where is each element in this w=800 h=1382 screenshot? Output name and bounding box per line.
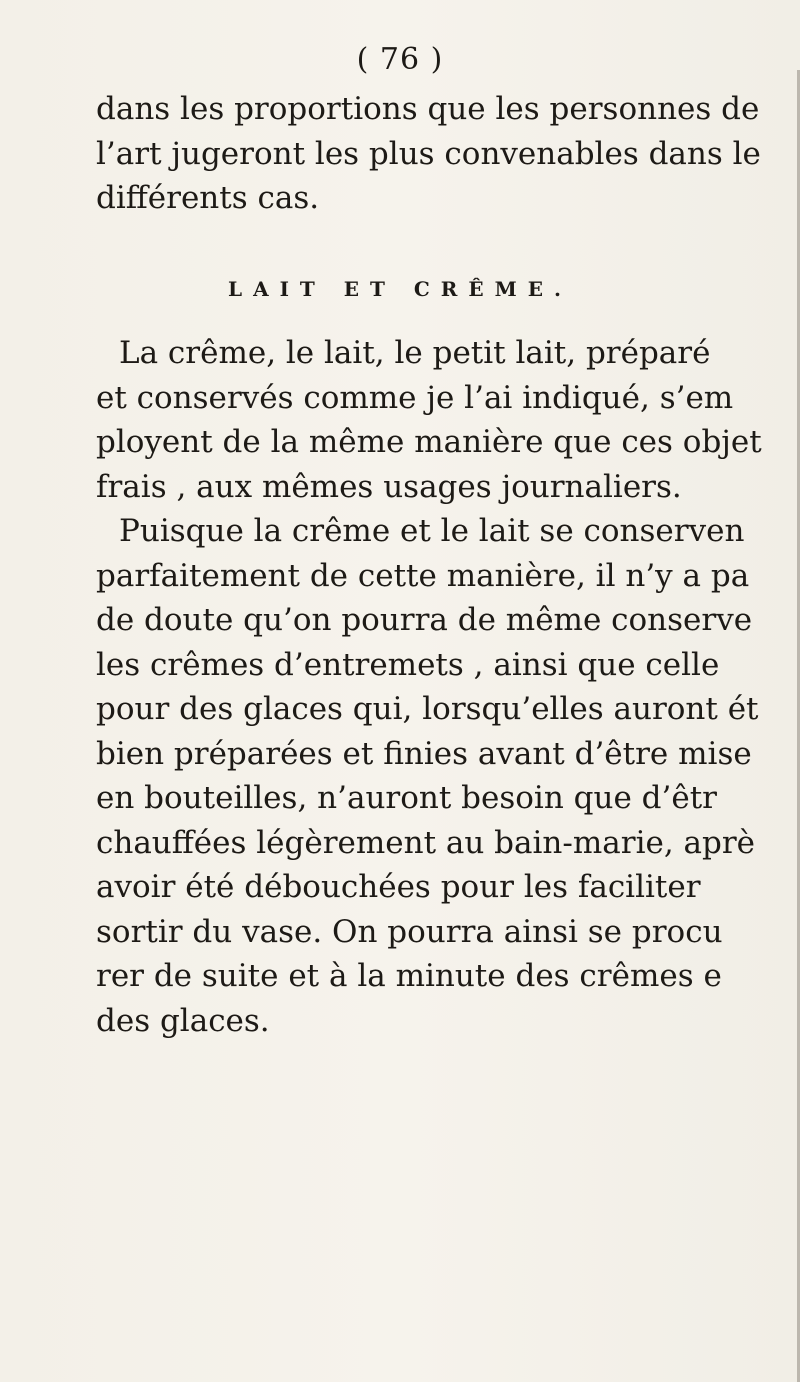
text-line: frais , aux mêmes usages journaliers.: [96, 468, 682, 505]
text-line: parfaitement de cette manière, il n’y a pa: [96, 557, 750, 594]
section-heading: LAIT ET CRÊME.: [228, 277, 572, 301]
text-line: bien préparées et finies avant d’être mise: [96, 735, 752, 772]
text-line: ployent de la même manière que ces objet: [96, 424, 762, 460]
text-line: et conservés comme je l’ai indiqué, s’em: [96, 379, 734, 416]
text-line: différents cas.: [96, 180, 320, 216]
text-line: La crême, le lait, le petit lait, préparé: [119, 335, 711, 371]
text-line: sortir du vase. On pourra ainsi se procu: [96, 913, 723, 950]
text-line: avoir été débouchées pour les faciliter: [96, 869, 701, 905]
page-number: ( 76 ): [356, 42, 444, 77]
text-line: les crêmes d’entremets , ainsi que celle: [96, 646, 720, 683]
text-line: des glaces.: [96, 1002, 270, 1039]
paragraph-2: [96, 331, 800, 1043]
text-line: rer de suite et à la minute des crêmes e: [96, 958, 722, 994]
paragraph-1: [96, 87, 800, 221]
text-line: de doute qu’on pourra de même conserve: [96, 602, 753, 638]
text-line: en bouteilles, n’auront besoin que d’êtr: [96, 780, 717, 816]
text-line: pour des glaces qui, lorsqu’elles auront ét: [96, 691, 759, 727]
text-line: dans les proportions que les personnes de: [96, 91, 760, 127]
text-line: l’art jugeront les plus convenables dans le: [96, 135, 761, 172]
text-line: Puisque la crême et le lait se conserven: [119, 513, 745, 549]
text-line: chauffées légèrement au bain-marie, aprè: [96, 824, 756, 861]
